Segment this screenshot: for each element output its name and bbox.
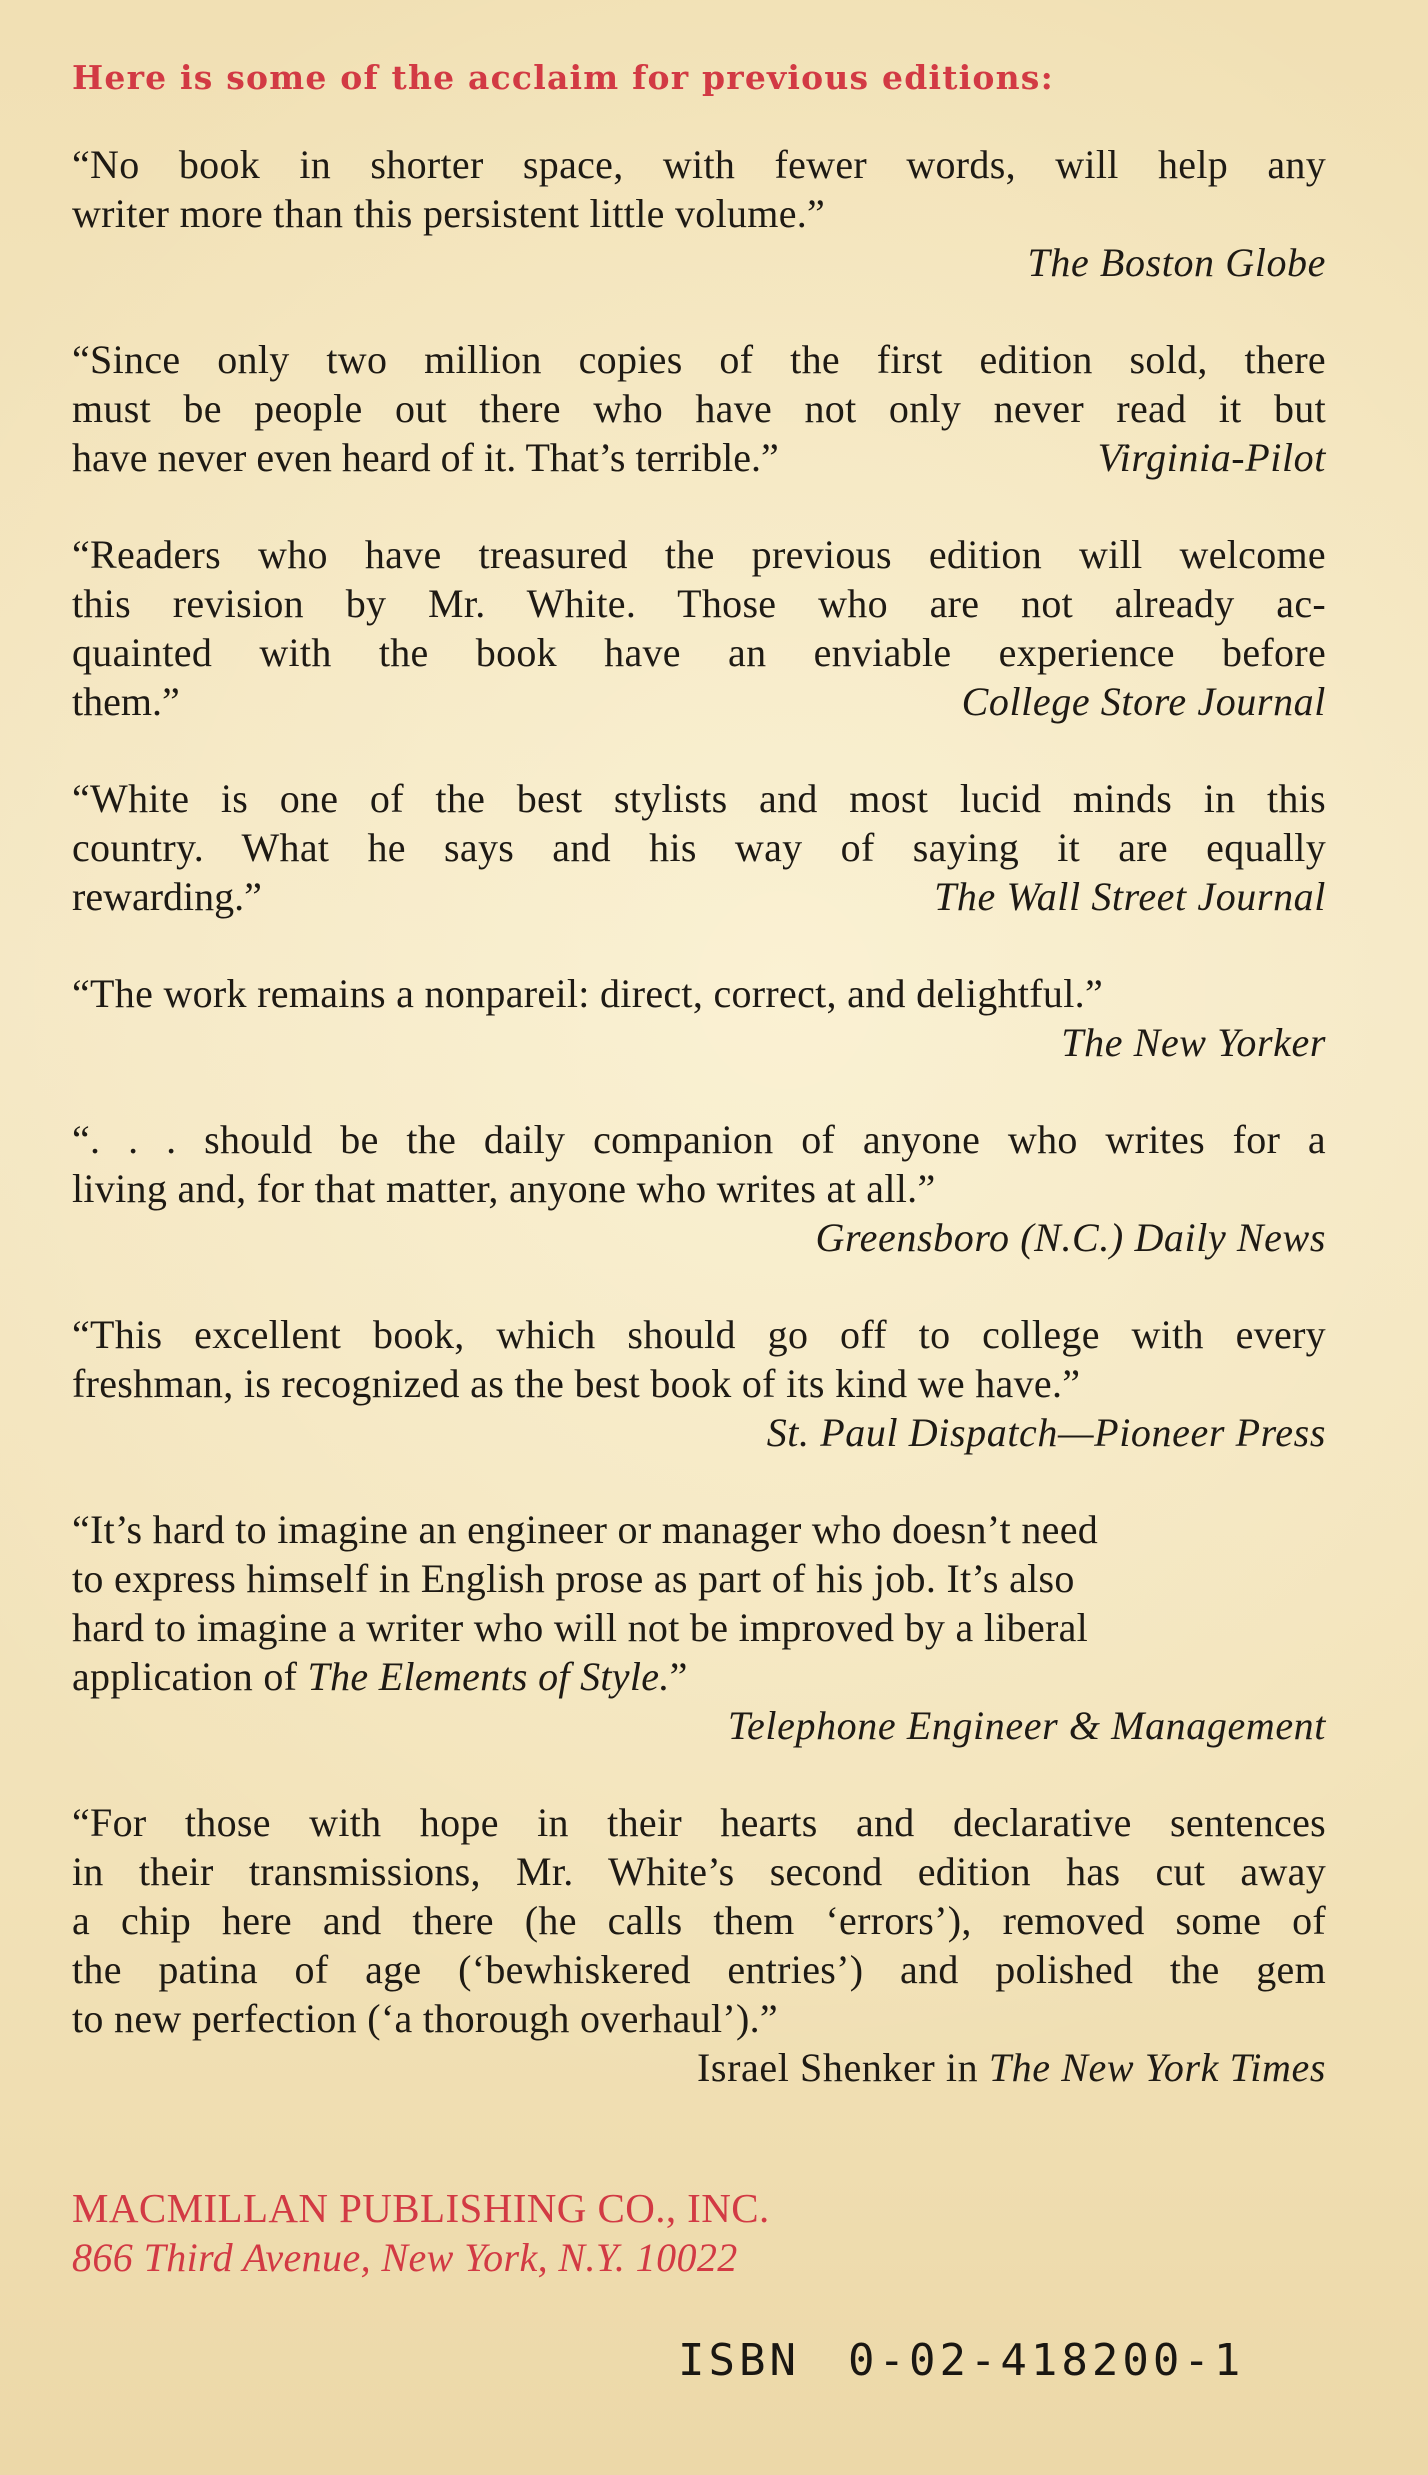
review-boston-globe (72, 140, 1326, 287)
review-source: Greensboro (N.C.) Daily News (815, 1214, 1326, 1260)
review-quote-line: this revision by Mr. White. Those who are not already ac- (72, 580, 1326, 626)
isbn-label: ISBN (678, 2335, 800, 2386)
review-quote-line: the patina of age (‘bewhiskered entries’) and polished the gem (72, 1946, 1326, 1992)
review-quote-line: “. . . should be the daily companion of anyone who writes for a (72, 1116, 1326, 1162)
review-quote-line: rewarding.” (72, 873, 262, 919)
review-source: Telephone Engineer & Management (727, 1702, 1326, 1748)
review-quote-line: “For those with hope in their hearts and declarative sentences (72, 1799, 1326, 1845)
review-last-row (72, 433, 1326, 482)
review-quote-line: must be people out there who have not only never read it but (72, 385, 1326, 431)
isbn-block (678, 2335, 1244, 2386)
review-quote-line: “The work remains a nonpareil: direct, correct, and delightful.” (72, 970, 1103, 1016)
review-virginia-pilot (72, 335, 1326, 482)
review-quote-line: “Since only two million copies of the first edition sold, there (72, 336, 1326, 382)
review-quote-line: to express himself in English prose as part of his job. It’s also (72, 1555, 1075, 1601)
review-source: Virginia-Pilot (1097, 434, 1326, 480)
publisher-block (72, 2183, 770, 2283)
review-source (72, 2043, 1326, 2092)
review-new-yorker (72, 969, 1326, 1067)
review-source: The New Yorker (1061, 1019, 1326, 1065)
review-quote-line: country. What he says and his way of saying it are equally (72, 824, 1326, 870)
review-wall-street-journal (72, 774, 1326, 921)
review-last-row (72, 677, 1326, 726)
publisher-name: MACMILLAN PUBLISHING CO., INC. (72, 2185, 770, 2231)
publisher-address: 866 Third Avenue, New York, N.Y. 10022 (72, 2235, 738, 2280)
publication-name: The New York Times (988, 2044, 1326, 2090)
isbn-number: 0-02-418200-1 (847, 2335, 1245, 2386)
quote-text: application of (72, 1653, 308, 1699)
review-quote-line: “This excellent book, which should go off to college with every (72, 1311, 1326, 1357)
acclaim-section (72, 58, 1326, 2140)
quote-text: ” (669, 1653, 688, 1699)
review-quote-line: living and, for that matter, anyone who writes at all.” (72, 1165, 936, 1211)
review-source: The Boston Globe (1027, 239, 1326, 285)
review-quote-line: “It’s hard to imagine an engineer or manager who doesn’t need (72, 1506, 1099, 1552)
review-quote-line: “White is one of the best stylists and most lucid minds in this (72, 775, 1326, 821)
review-quote-line: have never even heard of it. That’s terrible.” (72, 434, 779, 480)
review-quote-line: “Readers who have treasured the previous edition will welcome (72, 531, 1326, 577)
review-quote-line: to new perfection (‘a thorough overhaul’).” (72, 1995, 778, 2041)
reviewer-name: Israel Shenker in (697, 2044, 989, 2090)
review-pioneer-press (72, 1310, 1326, 1457)
book-title: The Elements of Style. (307, 1653, 670, 1699)
review-greensboro-daily-news (72, 1115, 1326, 1262)
review-quote-line: quainted with the book have an enviable experience before (72, 629, 1326, 675)
review-college-store-journal (72, 530, 1326, 726)
review-quote-line: them.” (72, 678, 180, 724)
review-source: College Store Journal (961, 678, 1326, 724)
review-quote-line: a chip here and there (he calls them ‘errors’), removed some of (72, 1897, 1326, 1943)
review-telephone-engineer (72, 1505, 1326, 1750)
review-quote-line: “No book in shorter space, with fewer words, will help any (72, 141, 1326, 187)
review-source: St. Paul Dispatch—Pioneer Press (766, 1409, 1326, 1455)
review-quote-line: in their transmissions, Mr. White’s second edition has cut away (72, 1848, 1326, 1894)
acclaim-heading: Here is some of the acclaim for previous editions: (72, 58, 1054, 97)
review-source: The Wall Street Journal (934, 873, 1326, 919)
review-quote-line: freshman, is recognized as the best book of its kind we have.” (72, 1360, 1081, 1406)
review-quote-line: writer more than this persistent little volume.” (72, 190, 826, 236)
review-quote-line: hard to imagine a writer who will not be improved by a liberal (72, 1604, 1089, 1650)
review-quote-line (72, 1652, 1326, 1701)
review-new-york-times (72, 1798, 1326, 2092)
review-last-row (72, 872, 1326, 921)
